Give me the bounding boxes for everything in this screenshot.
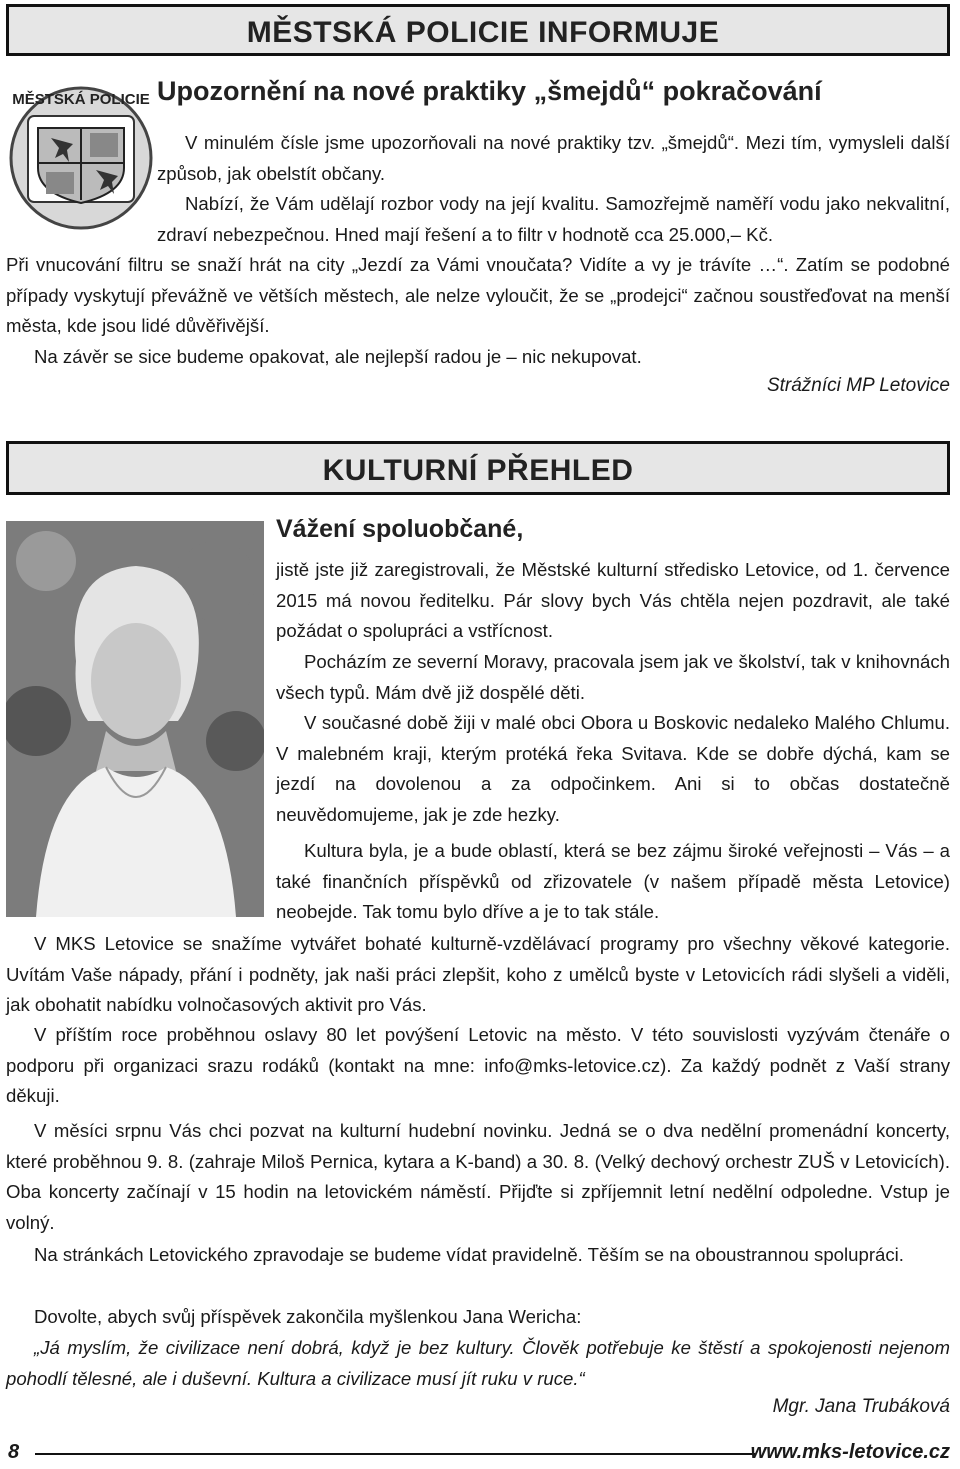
logo-text: MĚSTSKÁ POLICIE xyxy=(12,91,150,108)
section-banner-police xyxy=(6,4,950,56)
paragraph: Na stránkách Letovického zpravodaje se budeme vídat pravidelně. Těším se na oboustrannou spolupráci. xyxy=(34,1244,904,1265)
banner-title: KULTURNÍ PŘEHLED xyxy=(322,454,634,487)
paragraph: V minulém čísle jsme upozorňovali na nové praktiky tzv. „šmejdů“. Mezi tím, vymysleli další způsob, jak obelstít občany. xyxy=(157,132,950,184)
article-headline: Upozornění na nové praktiky „šmejdů“ pokračování xyxy=(157,76,822,106)
paragraph: Dovolte, abych svůj příspěvek zakončila myšlenkou Jana Wericha: xyxy=(34,1306,582,1327)
paragraph: V MKS Letovice se snažíme vytvářet bohaté kulturně-vzdělávací programy pro všechny věkové kategorie. Uvítám Vaše nápady, přání i podněty, jak naši práci zlepšit, koho z umělců byste v Letovicích rádi slyšeli a viděli, jak obohatit nabídku volnočasových aktivit pro Vás. xyxy=(6,933,950,1015)
paragraph: Kultura byla, je a bude oblastí, která se bez zájmu široké veřejnosti – Vás – a také finančních příspěvků od zřizovatele (v našem případě města Letovice) neobejde. Tak tomu bylo dříve a je to tak stále. xyxy=(276,840,950,922)
footer-divider xyxy=(35,1453,755,1455)
paragraph: V současné době žiji v malé obci Obora u Boskovic nedaleko Malého Chlumu. V malebném kraji, kterým protéká řeka Svitava. Kde se dobře dýchá, kam se jezdí na dovolenou a za odpočinkem. Ani si to občas dostatečně neuvědomujeme, jak je zde hezky. xyxy=(276,712,950,825)
paragraph: Nabízí, že Vám udělají rozbor vody na její kvalitu. Samozřejmě naměří vodu jako nekvalitní, zdraví nebezpečnou. Hned mají řešení a to filtr v hodnotě cca 25.000,– Kč. xyxy=(157,193,950,245)
portrait-photo xyxy=(6,521,264,917)
signature: Mgr. Jana Trubáková xyxy=(772,1396,950,1417)
page-number: 8 xyxy=(8,1441,20,1463)
greeting-heading: Vážení spoluobčané, xyxy=(276,515,524,543)
section-banner-culture xyxy=(6,441,950,495)
paragraph: Pocházím ze severní Moravy, pracovala jsem jak ve školství, tak v knihovnách všech typů. Mám dvě již dospělé děti. xyxy=(276,651,950,703)
paragraph: jistě jste již zaregistrovali, že Městské kulturní středisko Letovice, od 1. července 2015 má novou ředitelku. Pár slovy bych Vás chtěla nejen pozdravit, ale také požádat o spolupráci a vstřícnost. xyxy=(276,559,950,641)
signature: Strážníci MP Letovice xyxy=(766,375,950,396)
banner-title: MĚSTSKÁ POLICIE INFORMUJE xyxy=(246,16,720,49)
paragraph: V měsíci srpnu Vás chci pozvat na kulturní hudební novinku. Jedná se o dva nedělní promenádní koncerty, které proběhnou 9. 8. (zahraje Miloš Pernica, kytara a K-band) a 30. 8. (Velký dechový orchestr ZUŠ v Letovicích). Oba koncerty začínají v 15 hodin na letovickém náměstí. Přijďte si zpříjemnit letní nedělní odpoledne. Vstup je volný. xyxy=(6,1120,950,1233)
paragraph: Na závěr se sice budeme opakovat, ale nejlepší radou je – nic nekupovat. xyxy=(34,346,642,367)
police-logo xyxy=(6,78,156,238)
website-link[interactable]: www.mks-letovice.cz xyxy=(750,1441,950,1463)
paragraph: V příštím roce proběhnou oslavy 80 let povýšení Letovic na město. V této souvislosti vyzývám čtenáře o podporu při organizaci srazu rodáků (kontakt na mne: info@mks-letovice.cz). Za každý podnět z Vaší strany děkuji. xyxy=(6,1024,950,1106)
paragraph: Při vnucování filtru se snaží hrát na city „Jezdí za Vámi vnoučata? Vidíte a vy je trávíte …“. Zatím se podobné případy vyskytují převážně ve větších městech, ale nelze vyloučit, že se „prodejci“ začnou soustřeďovat na menší města, kde jsou lidé důvěřivější. xyxy=(6,254,950,336)
quote: „Já myslím, že civilizace není dobrá, když je bez kultury. Člověk potřebuje ke štěstí a spokojenosti nejenom pohodlí tělesné, ale i duševní. Kultura a civilizace musí jít ruku v ruce.“ xyxy=(6,1337,950,1389)
